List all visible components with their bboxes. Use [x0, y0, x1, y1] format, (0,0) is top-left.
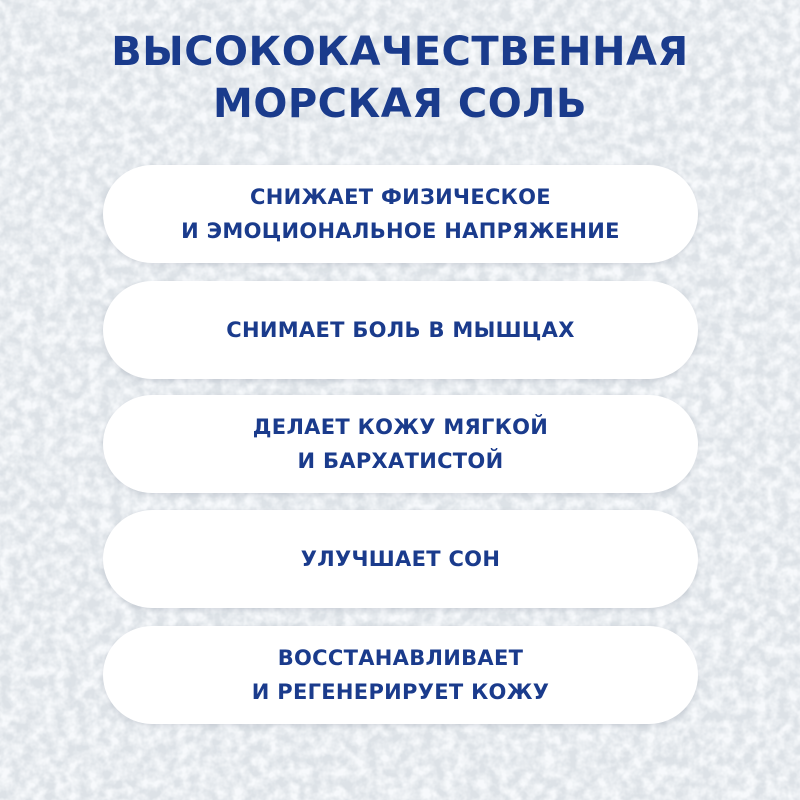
benefit-card-skin-soft — [103, 395, 698, 493]
benefit-text: И РЕГЕНЕРИРУЕТ КОЖУ — [251, 680, 550, 704]
title-line-2: МОРСКАЯ СОЛЬ — [213, 81, 587, 127]
benefit-text: ДЕЛАЕТ КОЖУ МЯГКОЙ — [252, 415, 549, 439]
benefit-text: СНИЖАЕТ ФИЗИЧЕСКОЕ — [250, 185, 551, 209]
benefit-card-regenerate — [103, 626, 698, 724]
benefit-text: СНИМАЕТ БОЛЬ В МЫШЦАХ — [226, 318, 575, 342]
benefit-card-stress — [103, 165, 698, 263]
page-title — [0, 26, 800, 130]
benefit-text: И ЭМОЦИОНАЛЬНОЕ НАПРЯЖЕНИЕ — [181, 219, 620, 243]
benefit-card-sleep — [103, 510, 698, 608]
benefit-card-muscle — [103, 281, 698, 379]
title-line-1: ВЫСОКОКАЧЕСТВЕННАЯ — [111, 29, 689, 75]
benefit-text: И БАРХАТИСТОЙ — [297, 449, 504, 473]
benefit-text: УЛУЧШАЕТ СОН — [300, 547, 501, 571]
benefit-text: ВОССТАНАВЛИВАЕТ — [277, 646, 524, 670]
